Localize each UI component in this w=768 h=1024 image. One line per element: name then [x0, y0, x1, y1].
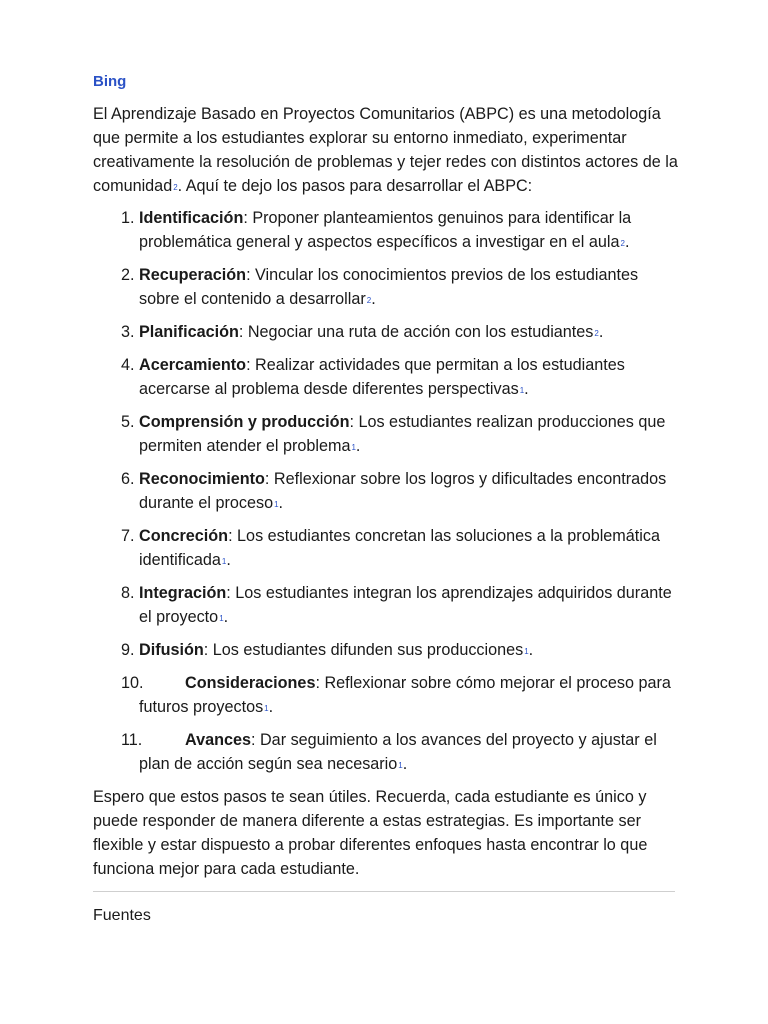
step-end: .: [268, 698, 274, 716]
step-description: : Realizar actividades que permitan a los estudiantes acercarse al problema desde diferentes perspectivas: [139, 356, 625, 398]
step-description: : Dar seguimiento a los avances del proyecto y ajustar el plan de acción según sea necesario: [139, 731, 657, 773]
step-description: : Negociar una ruta de acción con los estudiantes: [238, 323, 594, 341]
citation-link[interactable]: 1: [274, 500, 279, 509]
list-item: [93, 467, 683, 515]
step-title: Consideraciones: [185, 674, 316, 692]
step-title: Concreción: [139, 527, 229, 545]
list-item: [93, 353, 683, 401]
intro-paragraph: [93, 102, 683, 198]
step-end: .: [528, 641, 534, 659]
citation-link[interactable]: 2: [594, 329, 599, 338]
step-end: .: [371, 290, 376, 308]
list-item: [93, 728, 683, 776]
citation-link[interactable]: 2: [366, 296, 372, 305]
list-item: [93, 206, 683, 254]
step-title: Difusión: [139, 641, 204, 659]
intro-text: El Aprendizaje Basado en Proyectos Comunitarios (ABPC) es una metodología que permite a los estudiantes explorar su entorno inmediato, experimentar creativamente la resolución de problemas y tejer redes con distintos actores de la comunidad: [93, 105, 678, 195]
citation-link[interactable]: 2: [173, 183, 178, 192]
step-number: 11.: [121, 731, 143, 749]
list-item: [93, 320, 683, 344]
list-item: [93, 638, 683, 662]
step-number: 9.: [121, 641, 135, 659]
citation-link[interactable]: 1: [221, 557, 227, 566]
response-content: [93, 70, 683, 928]
step-description: : Los estudiantes difunden sus producciones: [203, 641, 524, 659]
citation-link[interactable]: 1: [398, 761, 403, 770]
step-title: Identificación: [139, 209, 244, 227]
step-title: Reconocimiento: [139, 470, 265, 488]
step-title: Planificación: [139, 323, 239, 341]
sources-label[interactable]: Fuentes: [93, 907, 151, 924]
citation-link[interactable]: 1: [519, 386, 525, 395]
step-title: Integración: [139, 584, 227, 602]
citation-link[interactable]: 1: [351, 443, 356, 452]
step-end: .: [226, 551, 231, 569]
step-description: : Los estudiantes realizan producciones que permiten atender el problema: [139, 413, 666, 455]
list-item: [93, 581, 683, 629]
step-end: .: [598, 323, 604, 341]
step-number: 1.: [121, 209, 135, 227]
step-number: 6.: [121, 470, 135, 488]
step-description: : Reflexionar sobre los logros y dificultades encontrados durante el proceso: [139, 470, 667, 512]
brand-label: Bing: [93, 73, 127, 90]
step-end: .: [402, 755, 408, 773]
citation-link[interactable]: 1: [264, 704, 269, 713]
step-number: 10.: [121, 674, 144, 692]
step-number: 2.: [121, 266, 135, 284]
step-number: 8.: [121, 584, 135, 602]
intro-tail: . Aquí te dejo los pasos para desarrollar el ABPC:: [177, 177, 533, 195]
citation-link[interactable]: 2: [620, 239, 625, 248]
step-end: .: [524, 380, 529, 398]
step-end: .: [355, 437, 361, 455]
step-number: 5.: [121, 413, 135, 431]
step-number: 7.: [121, 527, 135, 545]
step-description: : Los estudiantes integran los aprendizajes adquiridos durante el proyecto: [139, 584, 672, 626]
list-item: [93, 410, 683, 458]
list-item: [93, 263, 683, 311]
step-description: : Vincular los conocimientos previos de los estudiantes sobre el contenido a desarrollar: [139, 266, 639, 308]
steps-list: [93, 206, 683, 776]
step-description: : Proponer planteamientos genuinos para identificar la problemática general y aspectos específicos a investigar en el aula: [139, 209, 632, 251]
list-item: [93, 671, 683, 719]
step-title: Acercamiento: [139, 356, 247, 374]
step-description: : Reflexionar sobre cómo mejorar el proceso para futuros proyectos: [139, 674, 671, 716]
step-title: Comprensión y producción: [139, 413, 350, 431]
step-number: 4.: [121, 356, 135, 374]
step-end: .: [278, 494, 284, 512]
divider: [93, 891, 675, 892]
step-number: 3.: [121, 323, 135, 341]
closing-paragraph: Espero que estos pasos te sean útiles. Recuerda, cada estudiante es único y puede responder de manera diferente a estas estrategias. Es importante ser flexible y estar dispuesto a probar diferentes enfoques hasta encontrar lo que funciona mejor para cada estudiante.: [93, 788, 648, 878]
step-title: Recuperación: [139, 266, 247, 284]
citation-link[interactable]: 1: [219, 614, 224, 623]
step-end: .: [223, 608, 229, 626]
citation-link[interactable]: 1: [524, 647, 529, 656]
list-item: [93, 524, 683, 572]
step-title: Avances: [185, 731, 251, 749]
step-description: : Los estudiantes concretan las soluciones a la problemática identificada: [139, 527, 660, 569]
step-end: .: [624, 233, 630, 251]
